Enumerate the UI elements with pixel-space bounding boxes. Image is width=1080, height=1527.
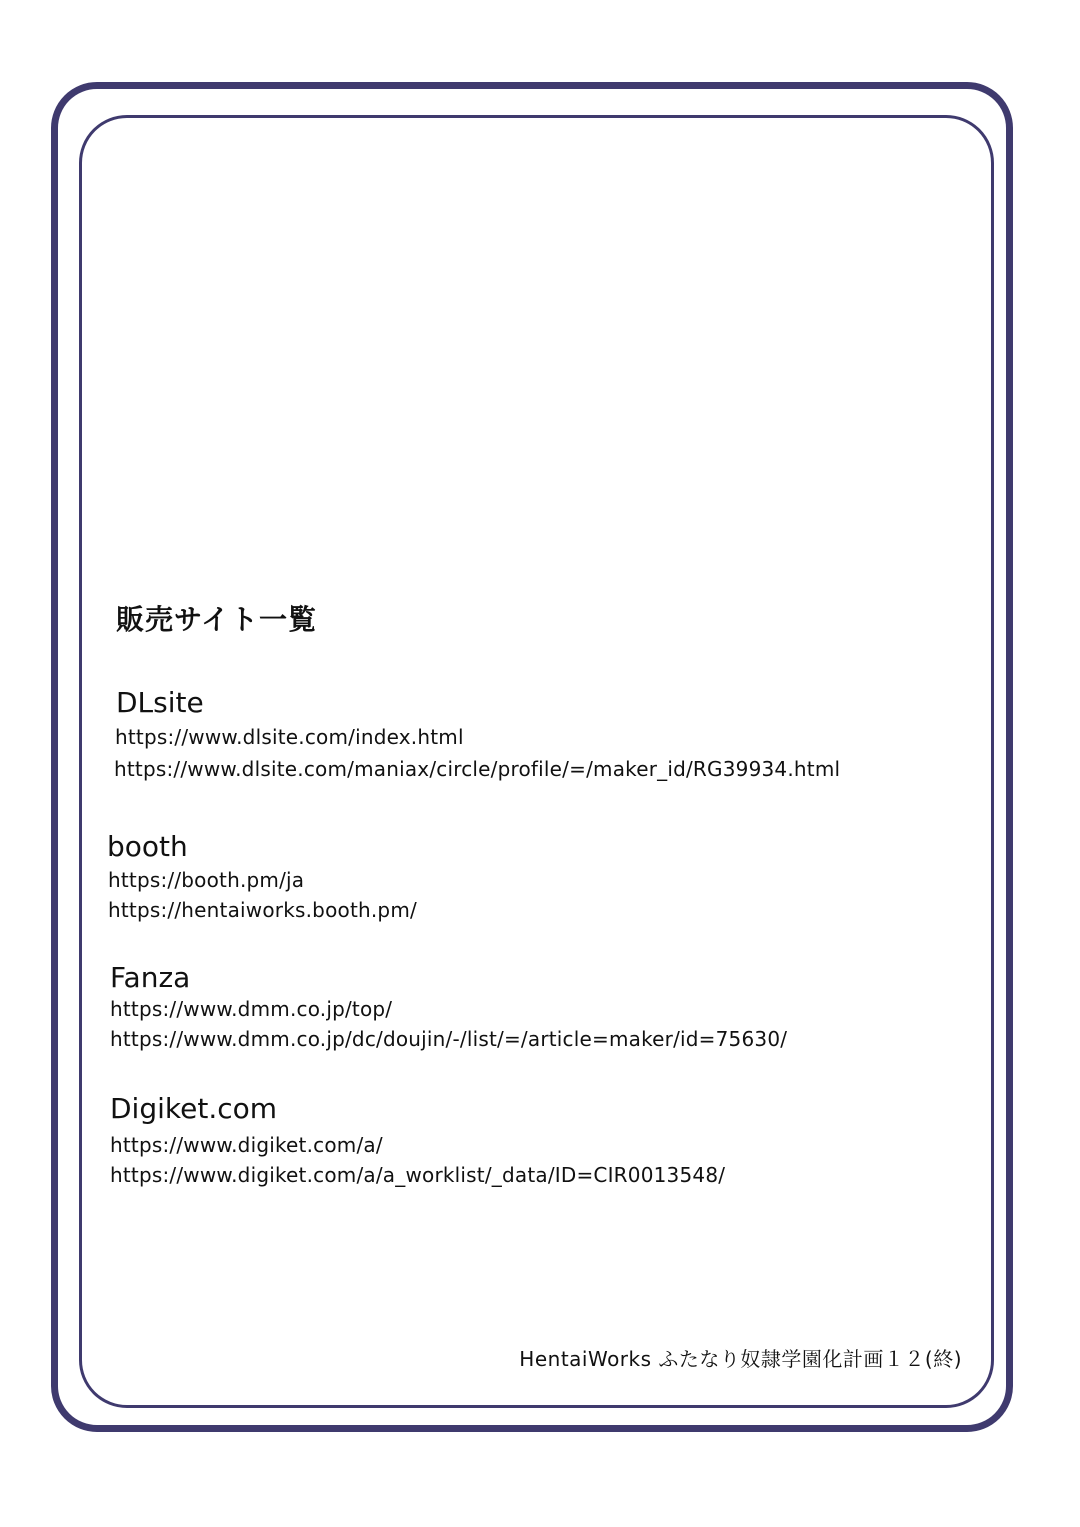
link-fanza-maker[interactable]: https://www.dmm.co.jp/dc/doujin/-/list/=/article=maker/id=75630/ xyxy=(110,1027,788,1051)
link-fanza-top[interactable]: https://www.dmm.co.jp/top/ xyxy=(110,997,393,1021)
link-dlsite-circle[interactable]: https://www.dlsite.com/maniax/circle/profile/=/maker_id/RG39934.html xyxy=(114,757,841,781)
link-booth-home[interactable]: https://booth.pm/ja xyxy=(108,868,305,892)
footer-title: HentaiWorks ふたなり奴隷学園化計画１２(終) xyxy=(519,1347,962,1371)
site-name-fanza: Fanza xyxy=(110,961,191,994)
page-heading: 販売サイト一覧 xyxy=(116,603,318,636)
link-digiket-home[interactable]: https://www.digiket.com/a/ xyxy=(110,1133,383,1157)
site-name-digiket: Digiket.com xyxy=(110,1092,278,1125)
link-dlsite-index[interactable]: https://www.dlsite.com/index.html xyxy=(115,725,464,749)
site-name-booth: booth xyxy=(107,830,188,863)
site-name-dlsite: DLsite xyxy=(116,686,204,719)
link-digiket-worklist[interactable]: https://www.digiket.com/a/a_worklist/_data/ID=CIR0013548/ xyxy=(110,1163,726,1187)
link-booth-shop[interactable]: https://hentaiworks.booth.pm/ xyxy=(108,898,417,922)
